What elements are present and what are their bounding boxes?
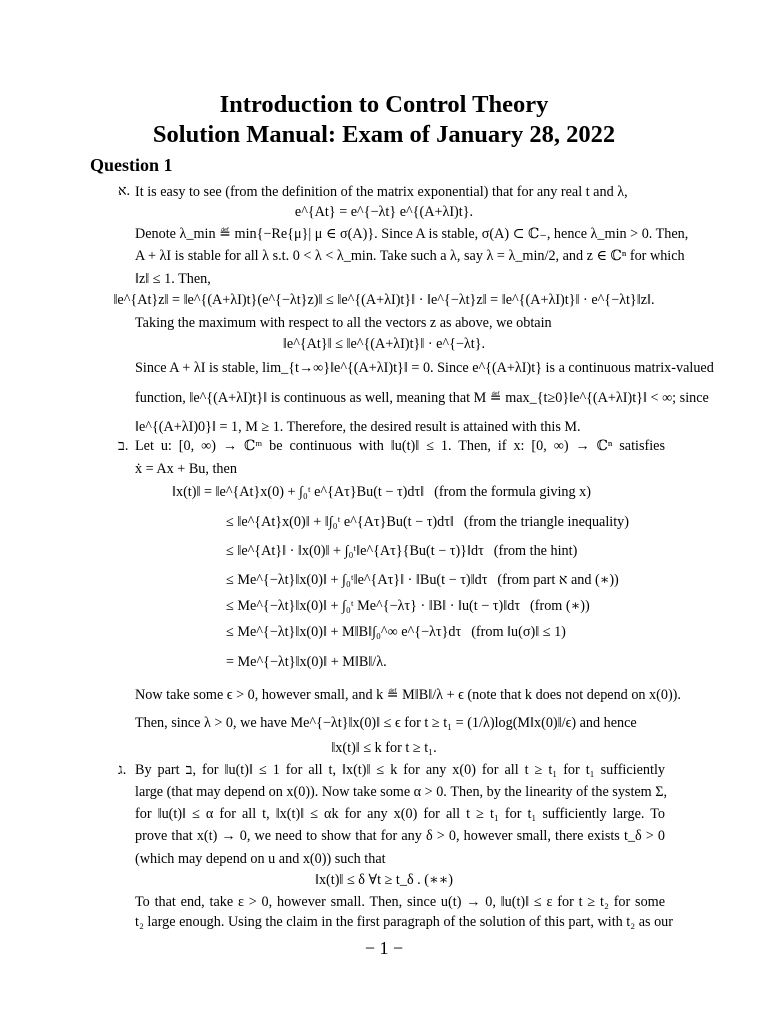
derivation-note: (from the formula giving x) [434, 484, 591, 500]
part-c-line5: (which may depend on u and x(0)) such that [135, 851, 386, 867]
part-a-p1-line3: ‖z‖ ≤ 1. Then, [135, 271, 211, 287]
part-b-marker: ב. [118, 438, 129, 454]
derivation-expr: ≤ Me^{−λt}‖x(0)‖ + M‖B‖∫₀^∞ e^{−λτ}dτ [226, 624, 462, 640]
part-a-intro: It is easy to see (from the definition of the matrix exponential) that for any real t and λ, [135, 184, 628, 200]
derivation-step [226, 624, 566, 641]
derivation-note: (from the triangle inequality) [463, 514, 629, 530]
part-c-line1: By part ב, for ‖u(t)‖ ≤ 1 for all t, ‖x(t)‖ ≤ k for any x(0) for all t ≥ t₁ for t₁ sufficiently [135, 762, 665, 778]
document-title: Introduction to Control Theory [219, 91, 549, 118]
document-subtitle: Solution Manual: Exam of January 28, 2022 [152, 121, 616, 148]
part-c-line2: large (that may depend on x(0)). Now take some α > 0. Then, by the linearity of the system Σ, [135, 784, 668, 800]
part-a-p3-line3: ‖e^{(A+λI)0}‖ = 1, M ≥ 1. Therefore, the desired result is attained with this M. [135, 419, 581, 435]
derivation-note: (from the hint) [493, 543, 578, 559]
part-c-line6: To that end, take ε > 0, however small. Then, since u(t) → 0, ‖u(t)‖ ≤ ε for t ≥ t₂ for some [135, 894, 665, 910]
derivation-note: (from (∗)) [530, 598, 590, 614]
part-a-eq1: e^{At} = e^{−λt} e^{(A+λI)t}. [294, 204, 474, 220]
part-b-line1: Let u: [0, ∞) → ℂᵐ be continuous with ‖u(t)‖ ≤ 1. Then, if x: [0, ∞) → ℂⁿ satisfies [135, 438, 665, 454]
derivation-expr: ≤ ‖e^{At}x(0)‖ + ‖∫₀ᵗ e^{Aτ}Bu(t − τ)dτ‖ [226, 514, 454, 530]
part-c-line4: prove that x(t) → 0, we need to show that for any δ > 0, however small, there exists t_δ > 0 [135, 828, 665, 844]
part-c-line3: for ‖u(t)‖ ≤ α for all t, ‖x(t)‖ ≤ αk for any x(0) for all t ≥ t₁ for t₁ sufficiently large. To [135, 806, 665, 822]
part-b-eq: ‖x(t)‖ ≤ k for t ≥ t₁. [331, 740, 437, 756]
derivation-expr: ‖x(t)‖ = ‖e^{At}x(0) + ∫₀ᵗ e^{Aτ}Bu(t − τ)dτ‖ [172, 484, 425, 500]
derivation-expr: ≤ Me^{−λt}‖x(0)‖ + ∫₀ᵗ Me^{−λτ} · ‖B‖ · ‖u(t − τ)‖dτ [226, 598, 521, 614]
part-b-line2: ẋ = Ax + Bu, then [135, 461, 237, 477]
part-c-line7: t₂ large enough. Using the claim in the first paragraph of the solution of this part, with t₂ as our [135, 914, 674, 930]
derivation-note: (from ‖u(σ)‖ ≤ 1) [471, 624, 566, 640]
derivation-step [226, 572, 619, 589]
part-c-marker: ג. [118, 762, 127, 778]
page-number: − 1 − [364, 938, 404, 958]
part-a-eq3: ‖e^{At}‖ ≤ ‖e^{(A+λI)t}‖ · e^{−λt}. [282, 336, 486, 352]
derivation-expr: ≤ ‖e^{At}‖ · ‖x(0)‖ + ∫₀ᵗ‖e^{Aτ}{Bu(t − τ)}‖dτ [226, 543, 484, 559]
part-a-p1-line1: Denote λ_min ≝ min{−Re{μ}| μ ∈ σ(A)}. Since A is stable, σ(A) ⊂ ℂ₋, hence λ_min > 0. Then, [135, 226, 689, 242]
part-a-p1-line2: A + λI is stable for all λ s.t. 0 < λ < λ_min. Take such a λ, say λ = λ_min/2, and z ∈ ℂⁿ for which [135, 248, 685, 264]
part-b-line3: Now take some ϵ > 0, however small, and k ≝ M‖B‖/λ + ϵ (note that k does not depend on x(0)). [135, 687, 681, 703]
derivation-step [226, 543, 577, 560]
part-c-eq: ‖x(t)‖ ≤ δ ∀t ≥ t_δ . (∗∗) [314, 872, 454, 888]
derivation-note: (from part א and (∗)) [497, 572, 619, 588]
part-a-marker: א. [118, 183, 131, 199]
part-a-p2: Taking the maximum with respect to all the vectors z as above, we obtain [135, 315, 552, 331]
derivation-step [226, 514, 629, 531]
question-heading: Question 1 [90, 155, 173, 175]
derivation-step [172, 484, 591, 501]
derivation-expr: = Me^{−λt}‖x(0)‖ + M‖B‖/λ. [226, 654, 387, 670]
part-b-line4: Then, since λ > 0, we have Me^{−λt}‖x(0)‖ ≤ ϵ for t ≥ t₁ = (1/λ)log(M‖x(0)‖/ϵ) and hence [135, 715, 637, 731]
derivation-step [226, 598, 590, 615]
part-a-p3-line2: function, ‖e^{(A+λI)t}‖ is continuous as well, meaning that M ≝ max_{t≥0}‖e^{(A+λI)t}‖ < ∞; since [135, 390, 709, 406]
part-a-eq2: ‖e^{At}z‖ = ‖e^{(A+λI)t}(e^{−λt}z)‖ ≤ ‖e^{(A+λI)t}‖ · ‖e^{−λt}z‖ = ‖e^{(A+λI)t}‖ · e^{−λt}‖z‖. [113, 292, 655, 308]
derivation-expr: ≤ Me^{−λt}‖x(0)‖ + ∫₀ᵗ‖e^{Aτ}‖ · ‖Bu(t − τ)‖dτ [226, 572, 488, 588]
derivation-step [226, 654, 397, 671]
part-a-p3-line1: Since A + λI is stable, lim_{t→∞}‖e^{(A+λI)t}‖ = 0. Since e^{(A+λI)t} is a continuous matrix-valued [135, 360, 714, 376]
